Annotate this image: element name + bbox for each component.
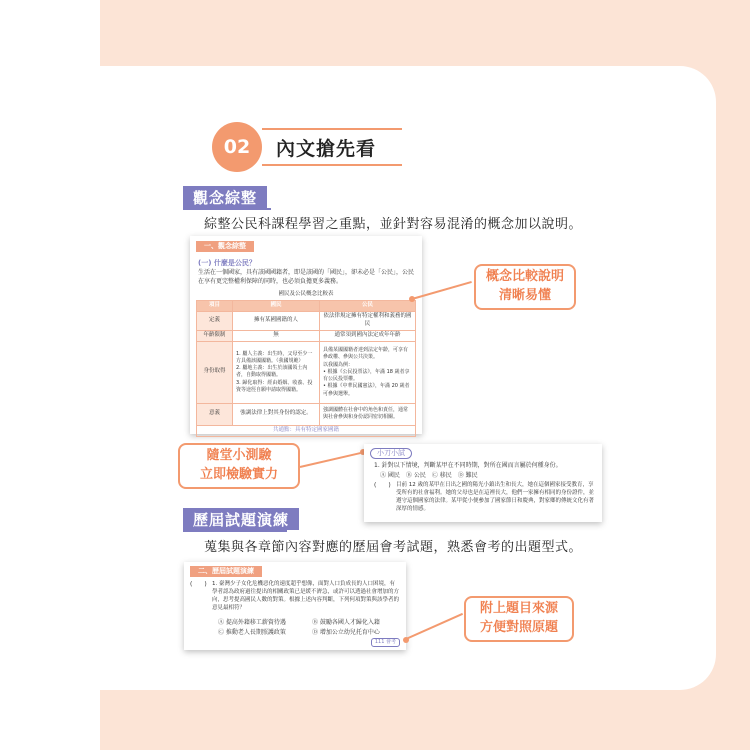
exam-sample-page — [184, 562, 406, 650]
exam-question: 1. 臺灣少子女化危機惡化的速度超乎想像，面對人口負成長的人口困境，有學者認為政府過往提出的相關政策已是緩不濟急，或許可以透過社會增加的方向，思考提高國民人數的對策。根據上述內容判斷，下列何項對策與該學者的意見最相符？ — [212, 581, 400, 611]
exam-option: Ⓐ 提高外籍移工薪資待遇 — [218, 619, 286, 626]
exam-intro: 蒐集與各章節內容對應的歷屆會考試題，熟悉會考的出題型式。 — [204, 540, 583, 555]
exam-option: Ⓒ 推動老人長期照護政策 — [218, 629, 286, 636]
concept-paragraph: 生活在一個國家，具有該國國籍者，即是該國的「國民」，卻未必是「公民」，公民在享有更完整權利保障的同時，也必須負擔更多義務。 — [198, 269, 415, 285]
quiz-sample-page — [364, 444, 602, 522]
callout-line: 立即檢驗實力 — [199, 467, 278, 482]
exam-option: Ⓓ 增加公立幼兒托育中心 — [312, 629, 380, 636]
row-header: 意義 — [197, 403, 233, 425]
table-header: 公民 — [319, 301, 415, 312]
table-footer-row — [197, 425, 416, 436]
callout-line: 清晰易懂 — [498, 288, 551, 303]
comparison-table — [196, 300, 416, 437]
table-cell: 擁有某國國籍的人 — [233, 311, 320, 330]
table-cell: 通常須到國內法定成年年齡 — [319, 330, 415, 341]
concept-sample-page — [190, 236, 422, 434]
table-cell: 強調法律上對其身份的認定。 — [233, 403, 320, 425]
callout-line: 附上題目來源 — [479, 601, 558, 617]
section-title: 內文搶先看 — [276, 138, 377, 160]
exam-callout — [464, 596, 574, 642]
table-header: 項目 — [197, 301, 233, 312]
quiz-bar: 小刀小試 — [370, 448, 412, 459]
table-footer: 共通點：具有特定國家國籍 — [197, 425, 416, 436]
concept-intro: 綜整公民科課程學習之重點，並針對容易混淆的概念加以說明。 — [204, 217, 583, 232]
callout-line: 隨堂小測驗 — [206, 448, 272, 464]
quiz-scenario: 目前 12 歲的某甲在日出之國的陽光小鎮出生和長大，她在這個國家接受教育，享受所有的社會福利。她的父母也是在這裡長大，他們一家擁有相同的身份證件，並遵守這個國家的法律。某甲從小便參加了國家節日和慶典，對家鄉的傳統文化有著深厚的情感。 — [396, 482, 595, 512]
table-cell: 無 — [233, 330, 320, 341]
section-rule-top — [262, 128, 402, 130]
table-row — [197, 330, 416, 341]
concept-callout — [474, 264, 576, 310]
table-row — [197, 403, 416, 425]
exam-option: Ⓑ 鼓勵各國人才歸化入籍 — [312, 619, 380, 626]
table-cell: 強調國體在社會中的角色和責任，通常與社會參與和身份認同密切相關。 — [319, 403, 415, 425]
table-caption: 國民及公民概念比較表 — [278, 291, 334, 297]
quiz-callout — [178, 443, 300, 489]
row-header: 身份取得 — [197, 341, 233, 403]
callout-line: 概念比較說明 — [485, 269, 564, 285]
table-header: 國民 — [233, 301, 320, 312]
section-number-badge: 02 — [212, 122, 262, 172]
callout-line: 方便對照原題 — [479, 620, 558, 635]
quiz-options: Ⓐ 國民 Ⓑ 公民 Ⓒ 移民 Ⓓ 難民 — [380, 472, 478, 479]
table-cell: 1. 屬人主義：出生時，父母至少一方具備該國國籍。（我國規範） 2. 屬地主義：出生於該國領土內者，自動取得國籍。 3. 歸化取得：經由婚姻、收養、投資等途徑自願申請取得國籍。 — [233, 341, 320, 403]
row-header: 定義 — [197, 311, 233, 330]
section-rule-bottom — [262, 164, 402, 166]
answer-blank: ( ) — [374, 482, 391, 489]
table-row — [197, 311, 416, 330]
table-header-row — [197, 301, 416, 312]
concept-tag: 觀念綜整 — [183, 186, 267, 208]
row-header: 年齡限制 — [197, 330, 233, 341]
exam-tag-underline — [183, 530, 287, 532]
concept-heading: (一) 什麼是公民？ — [198, 259, 256, 267]
quiz-question: 1. 針對以下情境，判斷某甲在不同時期，對所在國而言屬於何種身份。 — [374, 462, 562, 469]
exam-bar: 二、歷屆試題演練 — [190, 566, 262, 577]
exam-tag: 歷屆試題演練 — [183, 508, 299, 530]
concept-tag-underline — [183, 208, 271, 210]
exam-source-badge: 111 會考 — [371, 638, 400, 647]
table-cell: 具備某國國籍者達到法定年齡，可享有參政權、參與公共決策。 以我國為例： • 根據《公民投票法》，年滿 18 歲者享有公民投票權。 • 根據《中華民國憲法》，年滿 20 歲者可參與選舉。 — [319, 341, 415, 403]
table-row — [197, 341, 416, 403]
answer-blank: ( ) — [190, 581, 207, 588]
table-cell: 依法律規定擁有特定權利和義務的國民 — [319, 311, 415, 330]
concept-bar: 一、觀念綜整 — [196, 241, 254, 252]
